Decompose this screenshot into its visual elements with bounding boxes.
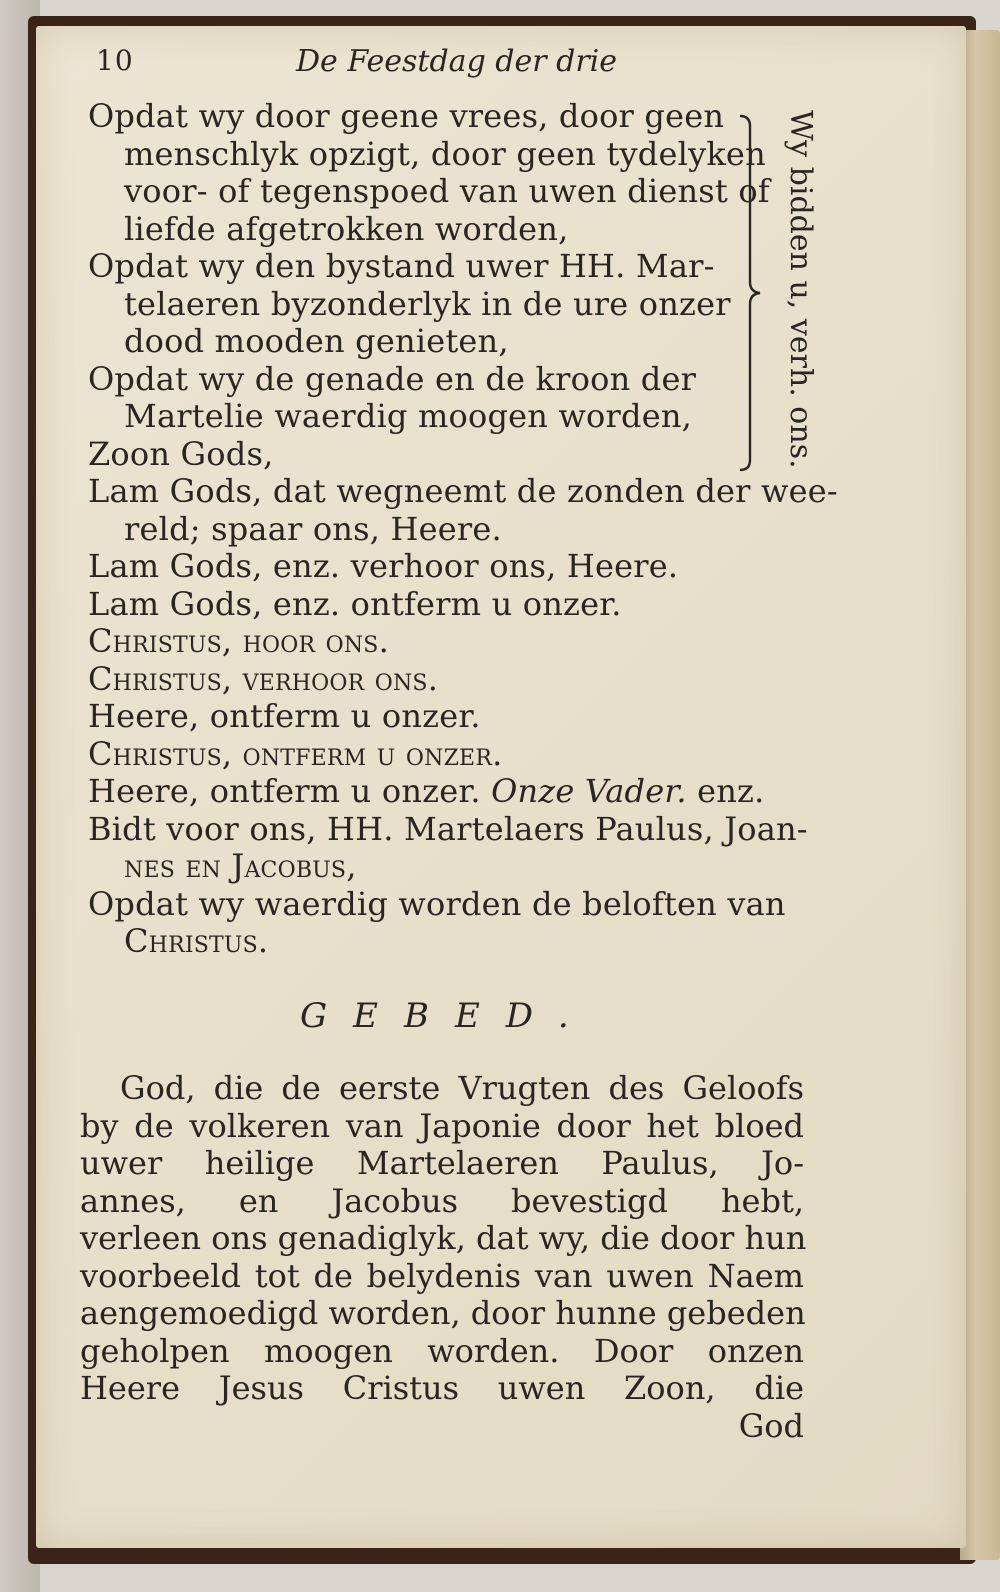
- litany-line: Bidt voor ons, HH. Martelaers Paulus, Joan-: [88, 809, 808, 848]
- litany-line: Opdat wy waerdig worden de beloften van: [88, 884, 786, 923]
- litany-line: Opdat wy de genade en de kroon der: [88, 359, 697, 398]
- page-number: 10: [96, 44, 134, 77]
- litany-line: Christus.: [124, 922, 269, 960]
- prayer-title: GEBED.: [300, 996, 595, 1036]
- litany-line: Lam Gods, dat wegneemt de zonden der wee-: [88, 472, 838, 510]
- litany: [88, 97, 838, 961]
- page-header: [96, 44, 656, 84]
- prayer-line: annes, en Jacobus bevestigd hebt,: [80, 1181, 804, 1220]
- side-response: Wy bidden u, verh. ons.: [783, 110, 818, 469]
- litany-line: Zoon Gods,: [88, 434, 274, 473]
- prayer-line: aengemoedigd worden, door hunne gebeden: [80, 1294, 806, 1332]
- litany-line: Christus, hoor ons.: [88, 622, 389, 660]
- litany-line: Christus, verhoor ons.: [88, 659, 439, 698]
- litany-line: Martelie waerdig moogen worden,: [124, 397, 693, 435]
- prayer-line: verleen ons genadiglyk, dat wy, die door hun: [80, 1219, 807, 1257]
- litany-line: voor- of tegenspoed van uwen dienst of: [124, 172, 770, 210]
- litany-line: Christus, ontferm u onzer.: [88, 734, 503, 773]
- heere-text: Heere, ontferm u onzer.: [88, 772, 481, 810]
- litany-line: menschlyk opzigt, door geen tydelyken: [124, 134, 766, 173]
- prayer-line: voorbeeld tot de belydenis van uwen Naem: [80, 1256, 804, 1295]
- running-head: De Feestdag der drie: [296, 44, 618, 79]
- litany-line-onze-vader: [88, 773, 808, 811]
- prayer-line: God, die de eerste Vrugten des Geloofs: [120, 1069, 804, 1107]
- litany-line: Heere, ontferm u onzer.: [88, 697, 481, 735]
- litany-line: Lam Gods, enz. verhoor ons, Heere.: [88, 547, 679, 585]
- litany-line: Lam Gods, enz. ontferm u onzer.: [88, 584, 622, 623]
- catchword: God: [738, 1406, 804, 1445]
- enz-text: enz.: [697, 772, 765, 810]
- litany-line: nes en Jacobus,: [124, 847, 357, 885]
- onze-vader-text: Onze Vader.: [491, 772, 687, 810]
- litany-line: Opdat wy den bystand uwer HH. Mar-: [88, 247, 715, 285]
- litany-line: dood mooden genieten,: [124, 322, 509, 360]
- litany-line: reld; spaar ons, Heere.: [124, 509, 502, 548]
- prayer: [80, 1069, 807, 1445]
- prayer-line: Heere Jesus Cristus uwen Zoon, die: [80, 1369, 804, 1407]
- litany-line: Opdat wy door geene vrees, door geen: [88, 97, 725, 135]
- next-page-edge: [960, 30, 1000, 1560]
- brace-icon: [736, 112, 766, 474]
- prayer-line: by de volkeren van Japonie door het bloed: [80, 1106, 804, 1145]
- litany-line: liefde afgetrokken worden,: [124, 209, 569, 248]
- litany-line: telaeren byzonderlyk in de ure onzer: [124, 284, 731, 323]
- prayer-line: uwer heilige Martelaeren Paulus, Jo-: [80, 1144, 804, 1182]
- prayer-line: geholpen moogen worden. Door onzen: [80, 1331, 804, 1370]
